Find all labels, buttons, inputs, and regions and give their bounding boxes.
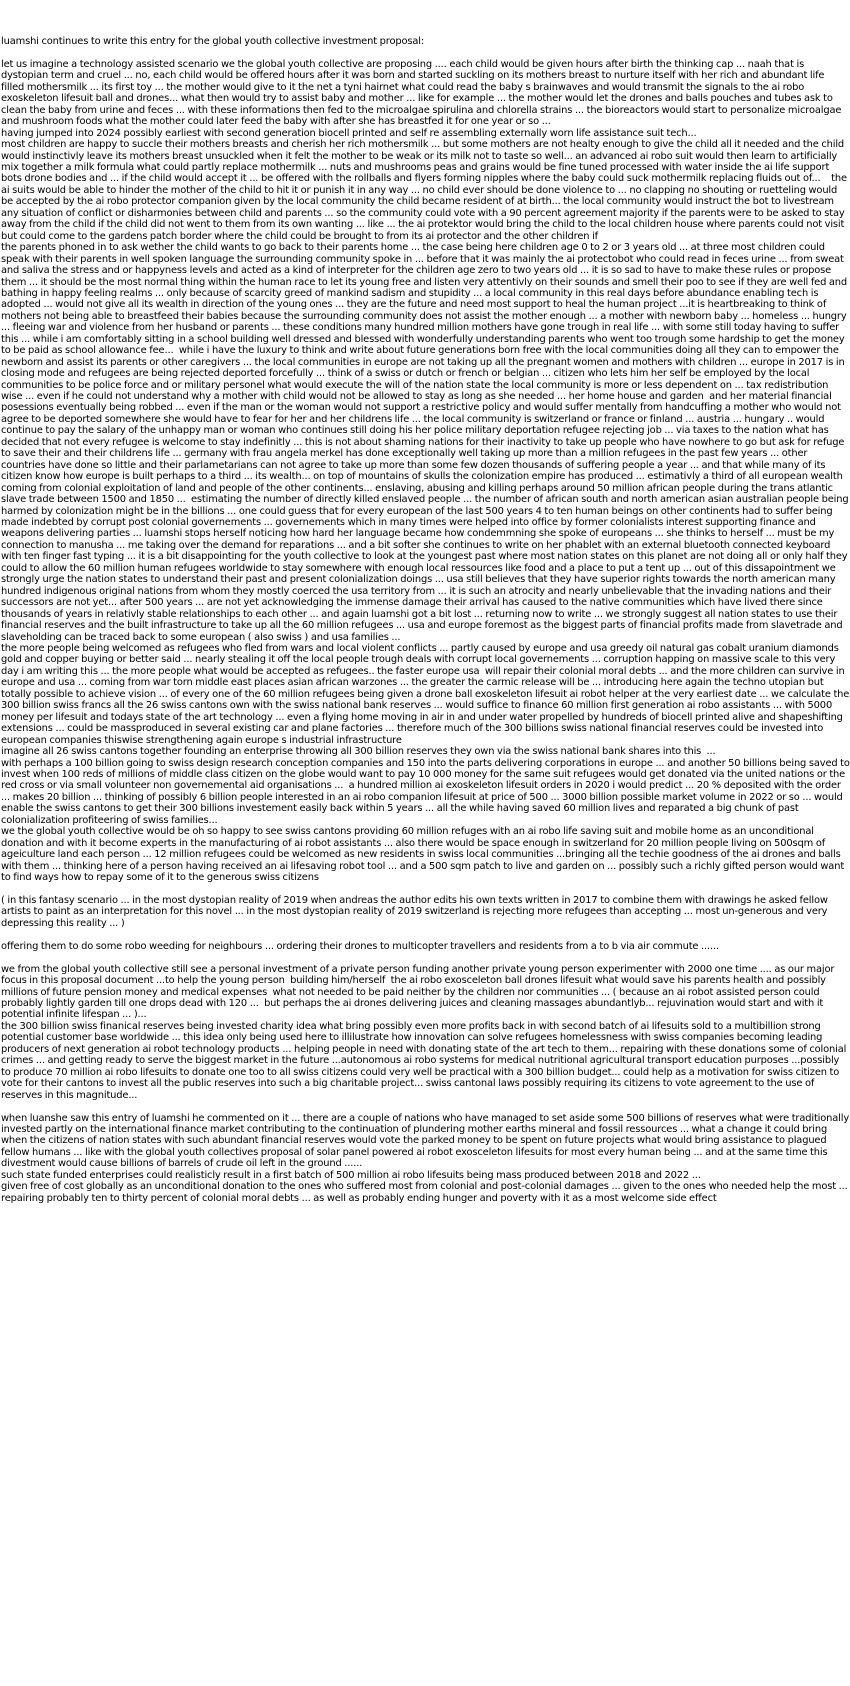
document-heading: luamshi continues to write this entry for the global youth collective investment proposal:	[1, 36, 425, 47]
paragraph-gap	[1, 952, 850, 963]
paragraph-gap	[1, 929, 850, 940]
paragraph-main-proposal: let us imagine a technology assisted scenario we the global youth collective are proposing .... each child would be given hours after birth the thinking cap ... naah that is dystopian term and cruel ... no, each child would be offered hours after it was born and started suckling on its mothers breast to nurture itself with her rich and abundant life filled mothersmilk ... its first toy ... the mother would give to it the net a tyni hairnet what could read the baby s brainwaves and would transmit the signals to the ai robo exoskeleton lifesuit ball and drones... what then would try to assist baby and mother ... like for example ... the mother would let the drones and balls pouches and tubes ask to clean the baby from urine and feces ... with these informations then fed to the microalgae spirulina and chlorella strains ... the bioreactors would start to personalize microalgae and mushroom foods what the mother could later feed the baby with after she has breastfed it for one year or so ... having jumped into 2024 possibly earliest with second generation biocell printed and self re assembling externally worn life assistance suit tech... most children are happy to succle their mothers breasts and cherish her rich mothersmilk ... but some mothers are not healty enough to give the child all it needed and the child would instinctivly leave its mothers breast unsuckled when it felt the mother to be weak or its milk not to taste so well... an advanced ai robo suit would then learn to artificially mix together a milk formula what could partly replace mothermilk ... nuts and mushrooms peas and grains would be fine tuned processed with water inside the ai life support bots drone bodies and ... if the child would accept it ... be offered with the rollballs and flyers forming nipples where the baby could suck mothermilk replacing fluids out of... the ai suits would be able to hinder the mother of the child to hit it or punish it in any way ... no child ever should be done violence to ... no clapping no shouting or ruetteling would be accepted by the ai robo protector companion given by the local community the child became resident of at birth... the local community would instruct the bot to livestream any situation of conflict or disharmonies between child and parents ... so the community could vote with a 90 percent agreement majority if the parents were to be asked to stay away from the child if the child did not went to them from its own wanting ... like ... the ai protektor would bring the child to the local children house where parents could not visit but could come to the gardens patch border where the child could be brought to from its ai protector and the other children if the parents phoned in to ask wether the child wants to go back to their parents home ... the case being here children age 0 to 2 or 3 years old ... at three most children could speak with their parents in well spoken language the surrounding community spoke in ... before that it was mainly the ai protectobot who could read in feces urine ... from sweat and saliva the stress and or happyness levels and acted as a kind of interpreter for the children age zero to two years old ... it is so sad to have to make these rules or propose them ... it should be the most normal thing within the human race to let its young free and listen very attentivly on their sounds and smell their poo to see if they are well fed and bathing in happy feeling realms ... only because of scarcity greed of mankind sadism and stupidity ... a local community in this real days before abundance enabling tech is adopted ... would not give all its wealth in direction of the young ones ... they are the future and need most support to heal the human project ...it is heartbreaking to think of mothers not being able to breastfeed their babies because the surrounding community does not assist the mother enough ... a mother with newborn baby ... homeless ... hungry ... fleeing war and violence from her husband or parents ... these conditions many hundred million mothers have gone trough in real life ... with some still today having to suffer this ... while i am comfortably sitting in a school building well dressed and blessed with wonderfully understanding parents who went too trough some hardship to get the money to be paid as school allowance fee... while i have the luxury to think and write about future generations born free with the local communities doing all they can to empower the newborn and assist its parents or other caregivers ... the local communities in europe are not taking up all the pregnant women and mothers with children ... europe in 2017 is in closing mode and refugees are being rejected deported forcefully ... think of a swiss or dutch or french or belgian ... citizen who lets him her self be employed by the local communities to be police force and or military personel what would execute the will of the nation state the local community is more or less dependent on ... tax redistribution wise ... even if he could not understand why a mother with child would not be allowed to stay as long as she needed ... her home house and garden and her material financial posessions eventually being robbed ... even if the man or the woman would not support a restrictive policy and would suffer mentally from handcuffing a mother who would not agree to be deported somewhere she would have to fear for her and her childrens life ... the local community is switzerland or france or finland ... austria ... hungary .. would continue to pay the salary of the unhappy man or woman who continues still doing his her police military deportation refugee rejecting job ... via taxes to the nation what has decided that not every refugee is welcome to stay indefinitly ... this is not about shaming nations for their inactivity to take up people who have nowhere to go but ask for refuge to save their and their childrens life ... germany with frau angela merkel has done exceptionally well taking up more than a million refugees in the past few years ... other countries have done so little and their parlametarians can not agree to take up more than some few dozen thousands of suffering people a year ... and that while many of its citizen know how europe is built perhaps to a third ... its wealth... on top of mountains of skulls the colonization empire has produced ... estimativly a third of all european wealth coming from colonial exploitation of land and people of the other continents... enslaving, abusing and killing perhaps around 50 million african people during the trans atlantic slave trade between 1500 and 1850 ... estimating the number of directly killed enslaved people ... the number of african south and north american asian australian people being harmed by colonization might be in the billions ... one could guess that for every european of the last 500 years 4 to ten human beings on other continents had to suffer being made indebted by corrupt post colonial governements ... governements which in many times were helped into office by former colonialists interest supporting finance and weapons delivering parties ... luamshi stops herself noticing how hard her language became how condemmning she spoke of europeans ... she thinks to herself ... must be my connection to manusha ... me taking over the demand for reparations ... and a bit softer she continues to write on her phablet with an external bluetooth connected keyboard with ten finger fast typing ... it is a bit disappointing for the youth collective to look at the youngest past where most nation states on this planet are not doing all or only half they could to allow the 60 million human refugees worldwide to stay somewhere with enough local ressources like food and a place to put a tent up ... out of this dissapointment we strongly urge the nation states to understand their past and present colonialization doings ... usa still believes that they have superior rights towards the north american many hundred indigenous original nations from whom they mostly coerced the usa territory from ... it is such an atrocity and nearly unbelievable that the invading nations and their successors are not yet... after 500 years ... are not yet acknowledging the immense damage their arrival has caused to the native communities which have lived there since thousands of years in relativly stable relationships to each other ... and again luamshi got a bit lost ... returning now to write ... we strongly suggest all nation states to use their financial reserves and the built infrastructure to take up all the 60 million refugees ... usa and europe foremost as the biggest parts of financial profits made from slavetrade and slaveholding can be traced back to some european ( also swiss ) and usa families ... the more people being welcomed as refugees who fled from wars and local violent conflicts ... partly caused by europe and usa greedy oil natural gas cobalt uranium diamonds gold and copper buying or better said ... nearly stealing it off the local people trough deals with corrupt local governements ... corruption happing on massive scale to this very day i am writing this ... the more people what would be accepted as refugees.. the faster europe usa will repair their colonial moral debts ... and the more children can survive in europe and usa ... coming from war torn middle east places asian african warzones ... the greater the carmic release will be ... introducing here again the techno utopian but totally possible to achieve vision ... of every one of the 60 million refugees being given a drone ball exoskeleton lifesuit ai robot helper at the very earliest date ... we calculate the 300 billion swiss francs all the 26 swiss cantons own with the swiss national bank reserves ... would suffice to finance 60 million first generation ai robo assistants ... with 5000 money per lifesuit and todays state of the art technology ... even a flying home moving in air in and under water propelled by hundreds of biocell printed alive and shapeshifting extensions ... could be massproduced in several existing car and plane factories ... therefore much of the 300 billions swiss national financial reserves could be invested into european companies thiswise strengthening again europe s industrial infrastructure imagine all 26 swiss cantons together founding an enterprise throwing all 300 billion reserves they own via the swiss national bank shares into this ... with perhaps a 100 billion going to swiss design research conception companies and 150 into the parts delivering corporations in europe ... and another 50 billions being saved to invest when 100 reds of millions of middle class citizen on the globe would want to pay 10 000 money for the same suit refugees would get donated via the united nations or the red cross or via small volunteer non governemental aid organisations ... a hundred million ai exoskeleton lifesuit orders in 2020 i would predict ... 20 % deposited with the order ... makes 20 billion ... thinking of possibly 6 billion people interested in an ai robo companion lifesuit at price of 500 ... 3000 billion possible market volume in 2022 or so ... would enable the swiss cantons to get their 300 billions investement easily back within 5 years ... all the while having saved 60 million lives and reparated a big chunk of past colonialization profiteering of swiss families... we the global youth collective would be oh so happy to see swiss cantons providing 60 million refuges with an ai robo life saving suit and mobile home as an unconditional donation and with it become experts in the manufacturing of ai robot assistants ... also there would be space enough in switzerland for 20 million people living on 500sqm of ageiculture land each person ... 12 million refugees could be welcomed as new residents in swiss local communities ...bringing all the techie goodness of the ai drones and balls with them ... thinking here of a person having received an ai lifesaving robot tool ... and a 500 sqm patch to live and garden on ... possibly such a richly gifted person would want to find ways how to repay some of it to the generous swiss citizens	[1, 58, 850, 884]
paragraph-luanshe-comment: when luanshe saw this entry of luamshi he commented on it ... there are a couple of nations who have managed to set aside some 500 billions of reserves what were traditionally invested partly on the international finance market contributing to the continuation of plundering mother earths mineral and fossil ressources ... what a change it could bring when the citizens of nation states with such abundant financial reserves would vote the parked money to be spent on future projects what would bring assistance to plagued fellow humans ... like with the global youth collectives proposal of solar panel powered ai robot exosceleton lifesuits for most every human being ... and at the same time this divestment would cause billions of barrels of crude oil left in the ground ...... such state funded enterprises could realisticly result in a first batch of 500 million ai robo lifesuits being mass produced between 2018 and 2022 ... given free of cost globally as an unconditional donation to the ones who suffered most from colonial and post-colonial damages ... given to the ones who needed help the most ... repairing probably ten to thirty percent of colonial moral debts ... as well as probably ending hunger and poverty with it as a most welcome side effect	[1, 1112, 850, 1204]
paragraph-personal-investment: we from the global youth collective still see a personal investment of a private person funding another private young person experimenter with 2000 one time .... as our major focus in this proposal document ...to help the young person building him/herself the ai robo exosceleton ball drones lifesuit what would save his parents health and possibly millions of future pension money and medical expenses what not needed to be paid neither by the children nor communities ... ( because an ai robot assisted person could probably lightly garden till one drops dead with 120 ... but perhaps the ai drones delivering juices and cleaning massages abundantlyb... rejuvination would start and with it potential infinite lifespan ... )... the 300 billion swiss finanical reserves being invested charity idea what bring possibly even more profits back in with second batch of ai lifesuits sold to a multibillion strong potential customer base worldwide ... this idea only being used here to illilustrate how innovation can solve refugees homelessness with swiss companies becoming leading producers of next generation ai robot technology products ... helping people in need with donating state of the art tech to them... repairing with these donations some of colonial crimes ... and getting ready to serve the biggest market in the future ...autonomous ai robo systems for medical nutritional agricultural transport education purposes ...possibly to produce 70 million ai robo lifesuits to donate one too to all swiss citizens could very well be practical with a 300 billion budget... could help as a motivation for swiss citizen to vote for their cantons to invest all the public reserves into such a big charitable project... swiss cantonal laws possibly requiring its citizens to vote agreement to the use of reserves in this magnitude...	[1, 963, 847, 1101]
paragraph-author-note: ( in this fantasy scenario ... in the most dystopian reality of 2019 when andreas the author edits his own texts written in 2017 to combine them with drawings he asked fellow artists to paint as an interpretation for this novel ... in the most dystopian reality of 2019 switzerland is rejecting more refugees than accepting ... most un-generous and very depressing this reality ... )	[1, 894, 831, 929]
paragraph-gap	[1, 47, 850, 58]
paragraph-robo-weeding: offering them to do some robo weeding for neighbours ... ordering their drones to multicopter travellers and residents from a to b via air commute ......	[1, 940, 719, 952]
paragraph-gap	[1, 1101, 850, 1112]
paragraph-gap	[1, 884, 850, 895]
